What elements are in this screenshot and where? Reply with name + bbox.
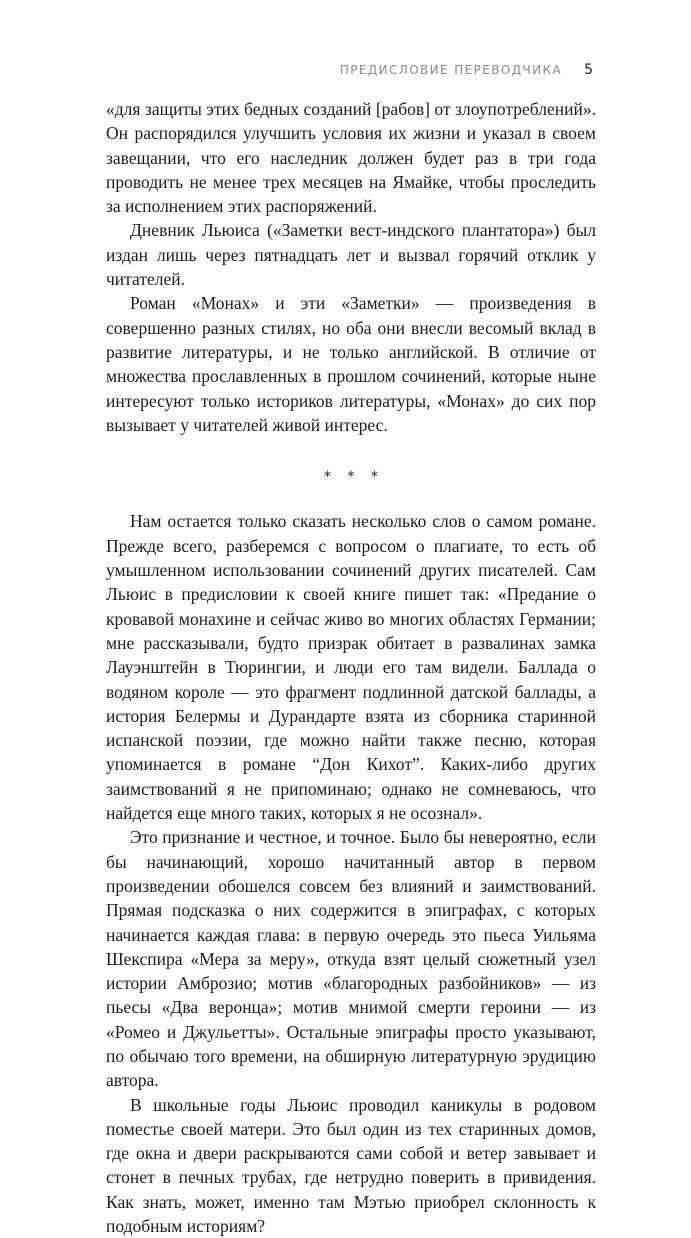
paragraph: Нам остается только сказать несколько слов о самом романе. Прежде всего, разберемся с вопросом о плагиате, то есть об умышленном использовании сочинений других писателей. Сам Льюис в предисловии к своей книге пишет так: «Предание о кровавой монахине и сейчас живо во многих областях Германии; мне рассказывали, будто призрак обитает в развалинах замка Лауэнштейн в Тюрингии, и люди его там видели. Баллада о водяном короле — это фрагмент подлинной датской баллады, а история Белермы и Дурандарте взята из сборника старинной испанской поэзии, где можно найти также песню, которая упоминается в романе “Дон Кихот”. Каких-либо других заимствований я не припоминаю; однако не сомневаюсь, что найдется еще много таких, которых я не осознал». — [106, 511, 596, 824]
paragraph: Роман «Монах» и эти «Заметки» — произведения в совершенно разных стилях, но оба они внесли весомый вклад в развитие литературы, и не только английской. В отличие от множества прославленных в прошлом сочинений, которые ныне интересуют только историков литературы, «Монах» до сих пор вызывает у читателей живой интерес. — [106, 293, 596, 435]
paragraph: Дневник Льюиса («Заметки вест-индского плантатора») был издан лишь через пятнадцать лет и вызвал горячий отклик у читателей. — [106, 220, 596, 290]
page-number: 5 — [584, 62, 593, 78]
running-header-title: ПРЕДИСЛОВИЕ ПЕРЕВОДЧИКА — [339, 63, 563, 77]
paragraph: Это признание и честное, и точное. Было бы невероятно, если бы начинающий, хорошо начитанный автор в первом произведении обошелся совсем без влияний и заимствований. Прямая подсказка о них содержится в эпиграфах, с которых начинается каждая глава: в первую очередь это пьеса Уильяма Шекспира «Мера за меру», откуда взят целый сюжетный узел истории Амброзио; мотив «благородных разбойников» — из пьесы «Два веронца»; мотив мнимой смерти героини — из «Ромео и Джульетты». Остальные эпиграфы просто указывают, по обычаю того времени, на обширную литературную эрудицию автора. — [106, 827, 596, 1091]
body-text — [106, 97, 596, 1238]
paragraph: В школьные годы Льюис проводил каникулы в родовом поместье своей матери. Это был один из тех старинных домов, где окна и двери раскрываются сами собой и ветер завывает и стонет в печных трубах, где нетрудно поверить в привидения. Как знать, может, именно там Мэтью приобрел склонность к подобным историям? — [106, 1094, 596, 1237]
paragraph-continued: «для защиты этих бедных созданий [рабов] от злоупотреблений». Он распорядился улучшить условия их жизни и указал в своем завещании, что его наследник должен будет раз в три года проводить не менее трех месяцев на Ямайке, чтобы проследить за исполнением этих распоряжений. — [106, 99, 596, 217]
section-separator: * * * — [324, 469, 384, 486]
running-header — [340, 62, 593, 78]
